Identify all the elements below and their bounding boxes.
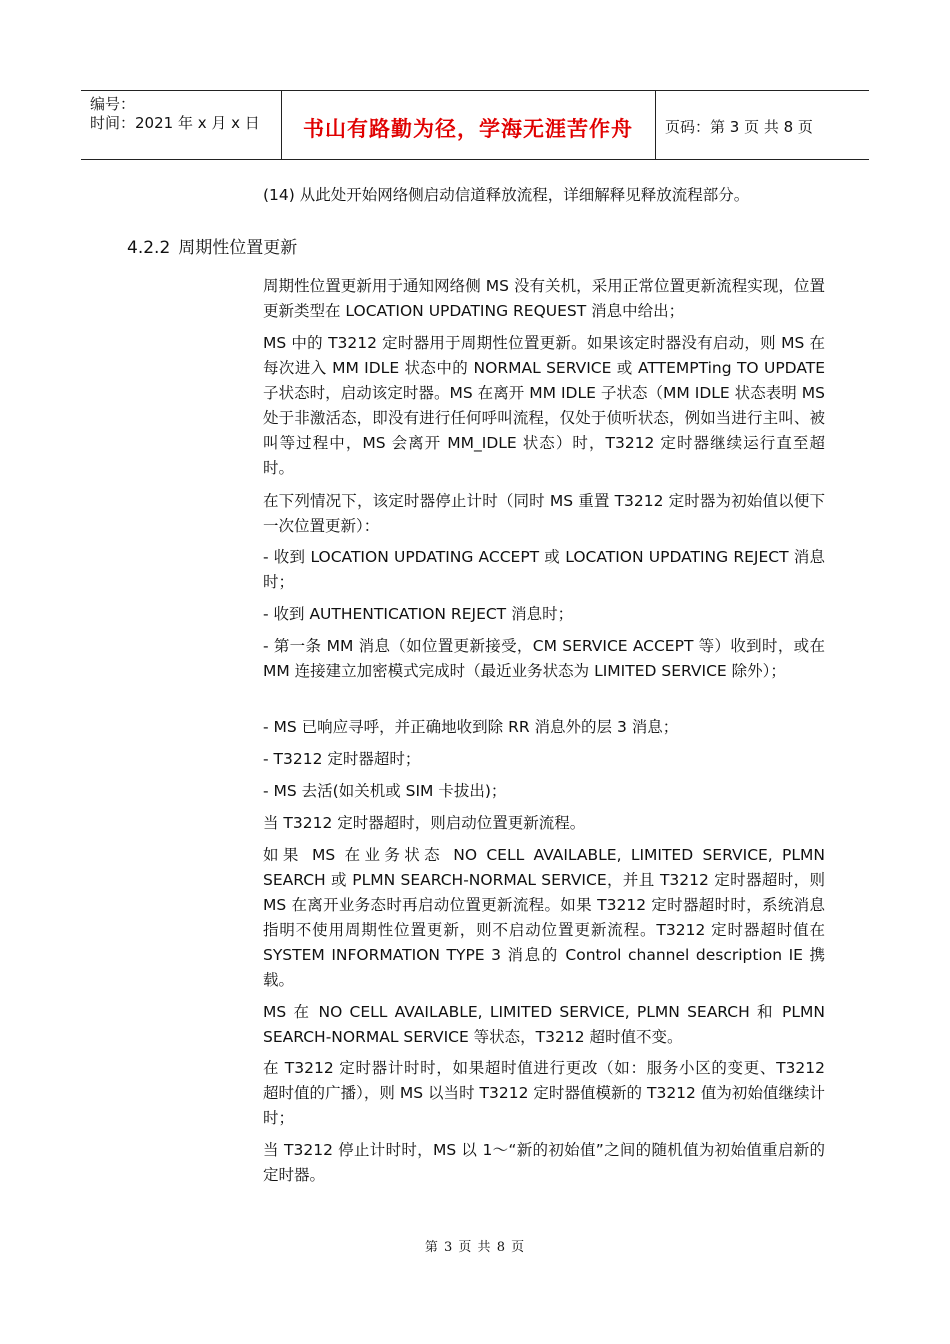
paragraph: 当 T3212 定时器超时，则启动位置更新流程。 xyxy=(263,814,586,832)
paragraph: 在 T3212 定时器计时时，如果超时值进行更改（如：服务小区的变更、T3212 超时值的广播），则 MS 以当时 T3212 定时器值模新的 T3212 值为初始值继续计时； xyxy=(263,1059,825,1127)
intro-list-item: (14) 从此处开始网络侧启动信道释放流程，详细解释见释放流程部分。 xyxy=(263,186,750,204)
paragraph: 当 T3212 停止计时时，MS 以 1～“新的初始值”之间的随机值为初始值重启新的定时器。 xyxy=(263,1141,825,1184)
paragraph: 如果 MS 在业务状态 NO CELL AVAILABLE, LIMITED SERVICE, PLMN SEARCH 或 PLMN SEARCH-NORMAL SERVICE，并且 T3212 定时器超时，则 MS 在离开业务态时再启动位置更新流程。如果 T3212 定时器超时时，系统消息指明不使用周期性位置更新，则不启动位置更新流程。T3212 定时器超时值在 SYSTEM INFORMATION TYPE 3 消息的 Control channel description IE 携载。 xyxy=(263,846,825,989)
list-item: - 收到 AUTHENTICATION REJECT 消息时； xyxy=(263,605,574,623)
header-motto-cell xyxy=(281,91,656,159)
list-item: - MS 去活(如关机或 SIM 卡拔出)； xyxy=(263,782,507,800)
document-date: 时间：2021 年 x 月 x 日 xyxy=(90,114,260,132)
section-title: 周期性位置更新 xyxy=(178,238,298,258)
list-item: - 收到 LOCATION UPDATING ACCEPT 或 LOCATION UPDATING REJECT 消息时； xyxy=(263,548,825,591)
header-page-cell xyxy=(655,91,869,159)
header-meta-cell xyxy=(81,91,282,159)
paragraph: MS 中的 T3212 定时器用于周期性位置更新。如果该定时器没有启动，则 MS 在每次进入 MM IDLE 状态中的 NORMAL SERVICE 或 ATTEMPTing TO UPDATE 子状态时，启动该定时器。MS 在离开 MM IDLE 子状态（MM IDLE 状态表明 MS 处于非激活态，即没有进行任何呼叫流程，仅处于侦听状态，例如当进行主叫、被叫等过程中，MS 会离开 MM_IDLE 状态）时，T3212 定时器继续运行直至超时。 xyxy=(263,334,825,477)
page-header xyxy=(81,90,869,160)
list-item: - MS 已响应寻呼，并正确地收到除 RR 消息外的层 3 消息； xyxy=(263,718,679,736)
section-number: 4.2.2 xyxy=(127,238,171,258)
list-item: - T3212 定时器超时； xyxy=(263,750,421,768)
document-number-label: 编号： xyxy=(90,95,136,113)
paragraph: 周期性位置更新用于通知网络侧 MS 没有关机，采用正常位置更新流程实现，位置更新类型在 LOCATION UPDATING REQUEST 消息中给出； xyxy=(263,277,825,320)
paragraph: MS 在 NO CELL AVAILABLE, LIMITED SERVICE, PLMN SEARCH 和 PLMN SEARCH-NORMAL SERVICE 等状态，T3212 超时值不变。 xyxy=(263,1003,825,1046)
paragraph: 在下列情况下，该定时器停止计时（同时 MS 重置 T3212 定时器为初始值以便下一次位置更新）： xyxy=(263,492,825,535)
header-motto: 书山有路勤为径，学海无涯苦作舟 xyxy=(303,117,633,141)
header-page-info: 页码：第 3 页 共 8 页 xyxy=(665,118,813,136)
section-heading xyxy=(127,233,297,258)
list-item: - 第一条 MM 消息（如位置更新接受，CM SERVICE ACCEPT 等）收到时，或在 MM 连接建立加密模式完成时（最近业务状态为 LIMITED SERVICE 除外）； xyxy=(263,637,825,680)
page-footer: 第 3 页 共 8 页 xyxy=(424,1240,526,1255)
